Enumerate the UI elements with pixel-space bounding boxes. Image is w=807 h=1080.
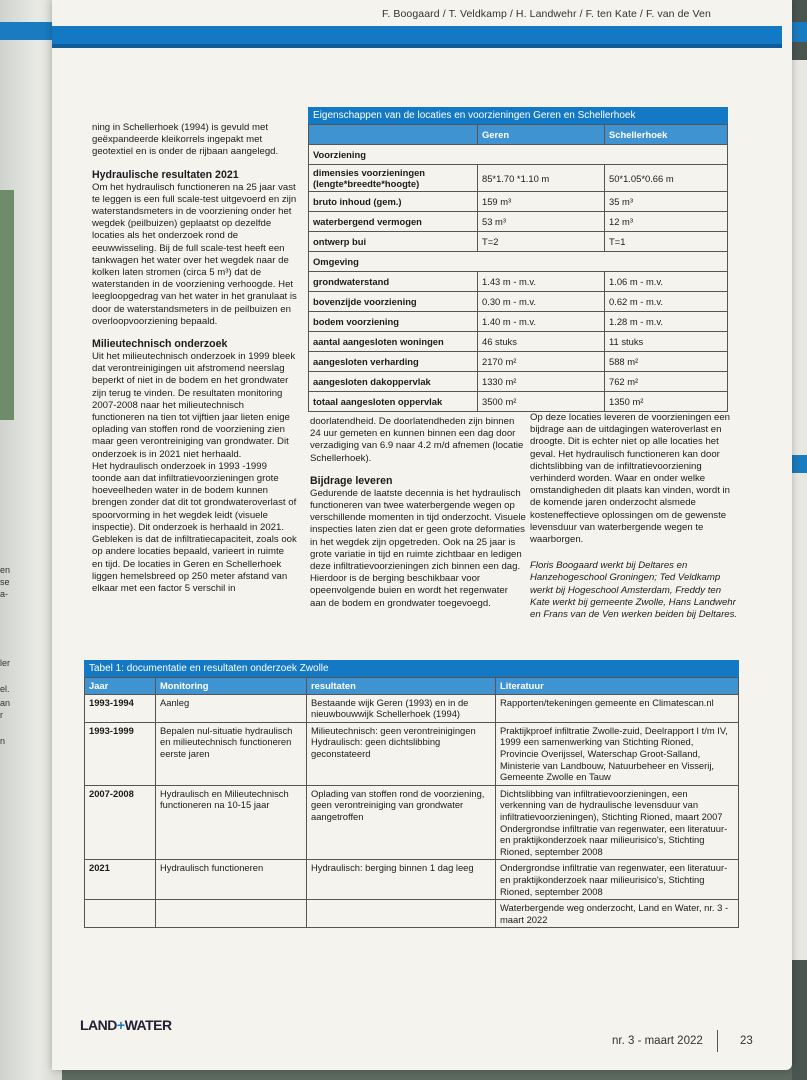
cell-schellerhoek: 588 m² (605, 352, 728, 372)
properties-table (308, 107, 728, 412)
table-row (309, 372, 728, 392)
row-label: ontwerp bui (309, 232, 478, 252)
paragraph-hydraulisch: Om het hydraulisch functioneren na 25 jaar vast te leggen is een full scale-test uitgevoerd en zijn waterstandsmeters in de voorziening onder het wegdek (peilbuizen) geplaatst op dezelfde locaties als het onderzoek rond de eeuwwisseling. Bij de full scale-test heeft een tankwagen het water over het wegdek naar de kolken laten stromen (circa 5 m³) dat de waterstanden in de voorziening verhoogde. Het leegloopgedrag van het water in het granulaat is door de waterstandsmeters in de peilbuizen en overloopvoorziening bepaald. (92, 181, 297, 327)
previous-page-fragment: an (0, 698, 11, 708)
heading-milieutechnisch: Milieutechnisch onderzoek (92, 338, 228, 351)
cell-resultaten: Milieutechnisch: geen verontreinigingen Hydraulisch: geen dichtslibbing geconstateerd (307, 722, 496, 785)
cell-schellerhoek: 0.62 m - m.v. (605, 292, 728, 312)
column-header-geren: Geren (478, 125, 605, 145)
table-row (309, 392, 728, 412)
table-row (309, 352, 728, 372)
previous-page-fragment: se (0, 577, 10, 587)
cell-geren: 53 m³ (478, 212, 605, 232)
table-row (85, 900, 739, 928)
table-row (309, 312, 728, 332)
column-2 (310, 416, 526, 610)
previous-page-fragment: el. (0, 684, 10, 694)
table-row (309, 232, 728, 252)
row-label: aangesloten dakoppervlak (309, 372, 478, 392)
column-header-monitoring: Monitoring (156, 678, 307, 695)
cell-schellerhoek: 1350 m² (605, 392, 728, 412)
paragraph-bijdrage: Gedurende de laatste decennia is het hydraulisch functioneren van twee waterbergende wegen op verschillende momenten in tijd onderzocht. Visuele inspecties laten zien dat er geen grote deformaties in het wegdek zijn opgetreden. Ook na 25 jaar is grote variatie in tijd en ruimte zichtbaar en ledigen deze infiltratievoorzieningen zich binnen een dag. Hierdoor is de berging beschikbaar voor opeenvolgende buien en wordt het regenwater aan de bodem en grondwater toegevoegd. (310, 487, 526, 609)
table-row (85, 722, 739, 785)
cell-geren: 159 m³ (478, 192, 605, 212)
cell-resultaten (307, 900, 496, 928)
row-label: bodem voorziening (309, 312, 478, 332)
previous-page-fragment: n (0, 736, 6, 746)
cell-geren: 85*1.70 *1.10 m (478, 165, 605, 192)
cell-literatuur: Dichtslibbing van infiltratievoorzieningen, een verkenning van de hydraulische levensduur van infiltratievoorzieningen), Stichting Rioned, maart 2007 Ondergrondse infiltratie van regenwater, een literatuur- en praktijkonderzoek naar milieurisico's, Stichting Rioned, september 2008 (496, 785, 739, 860)
table-row (85, 785, 739, 860)
cell-schellerhoek: T=1 (605, 232, 728, 252)
cell-schellerhoek: 762 m² (605, 372, 728, 392)
paragraph-doorlatendheid: doorlatendheid. De doorlatendheden zijn binnen 24 uur gemeten en kunnen binnen een dag door verzadiging van 6.9 naar 4.2 m/d afnemen (locatie Schellerhoek). (310, 416, 524, 464)
intro-paragraph: ning in Schellerhoek (1994) is gevuld met geëxpandeerde kleikorrels ingepakt met geotextiel en is onder de rijbaan aangelegd. (92, 122, 279, 158)
table-row (309, 332, 728, 352)
cell-geren: 46 stuks (478, 332, 605, 352)
documentation-table (84, 660, 739, 928)
table-row (85, 860, 739, 900)
cell-monitoring: Hydraulisch en Milieutechnisch functioneren na 10-15 jaar (156, 785, 307, 860)
section-omgeving: Omgeving (309, 252, 728, 272)
row-label: aangesloten verharding (309, 352, 478, 372)
cell-geren: 1.43 m - m.v. (478, 272, 605, 292)
previous-page-fragment: a- (0, 589, 9, 599)
table-row (309, 272, 728, 292)
row-label: dimensies voorzieningen (lengte*breedte*hoogte) (309, 165, 478, 192)
cell-literatuur: Praktijkproef infiltratie Zwolle-zuid, Deelrapport I t/m IV, 1999 een samenwerking van Stichting Rioned, Provincie Overijssel, Waterschap Groot-Salland, Ministerie van Landbouw, Natuurbeheer en Visserij, Gemeente Zwolle en Tauw (496, 722, 739, 785)
table-row (85, 694, 739, 722)
cell-jaar: 1993-1999 (85, 722, 156, 785)
row-label: bovenzijde voorziening (309, 292, 478, 312)
cell-jaar: 1993-1994 (85, 694, 156, 722)
cell-literatuur: Ondergrondse infiltratie van regenwater, een literatuur- en praktijkonderzoek naar milieurisico's, Stichting Rioned, september 2008 (496, 860, 739, 900)
column-header-jaar: Jaar (85, 678, 156, 695)
column-1 (92, 122, 297, 595)
column-header-schellerhoek: Schellerhoek (605, 125, 728, 145)
cell-schellerhoek: 12 m³ (605, 212, 728, 232)
cell-schellerhoek: 1.28 m - m.v. (605, 312, 728, 332)
heading-bijdrage-leveren: Bijdrage leveren (310, 474, 393, 487)
row-label: grondwaterstand (309, 272, 478, 292)
documentation-table-title: Tabel 1: documentatie en resultaten onderzoek Zwolle (84, 660, 739, 677)
previous-page-fragment: en (0, 565, 11, 575)
logo-arrow-icon: + (116, 1017, 125, 1033)
cell-geren: 2170 m² (478, 352, 605, 372)
heading-hydraulische-resultaten: Hydraulische resultaten 2021 (92, 168, 239, 181)
paragraph-locaties: Op deze locaties leveren de voorzieningen een bijdrage aan de uitdagingen wateroverlast en droogte. Dit is echter niet op alle locaties het geval. Het hydraulisch functioneren kan door dichtslibbing van de infiltratievoorziening verhinderd worden. Waar en onder welke omstandigheden dit plaats kan vinden, wordt in de komende jaren onderzocht alsmede kosteneffectieve oplossingen om de gewenste levensduur van waterbergende wegen te waarborgen. (530, 412, 731, 546)
paragraph-hydraulisch-onderzoek: Het hydraulisch onderzoek in 1993 -1999 toonde aan dat infiltratievoorzieningen grote hoeveelheden water in de bodem kunnen brengen zonder dat dit tot grondwateroverlast of spoorvorming in het wegdek leidt (visuele inspectie). Dit onderzoek is herhaald in 2021. Gebleken is dat de infiltratiecapaciteit, zoals ook op andere locaties bepaald, varieert in ruimte en tijd. De locaties in Geren en Schellerhoek liggen hemelsbreed op 250 meter afstand van elkaar met een factor 5 verschil in (92, 460, 297, 594)
footer-divider (717, 1030, 718, 1052)
cell-literatuur: Rapporten/tekeningen gemeente en Climatescan.nl (496, 694, 739, 722)
cell-geren: 1.40 m - m.v. (478, 312, 605, 332)
section-voorziening: Voorziening (309, 145, 728, 165)
table-row (309, 212, 728, 232)
cell-jaar (85, 900, 156, 928)
cell-resultaten: Hydraulisch: berging binnen 1 dag leeg (307, 860, 496, 900)
cell-monitoring (156, 900, 307, 928)
header-blue-bar-shadow (52, 44, 782, 48)
cell-schellerhoek: 35 m³ (605, 192, 728, 212)
table-row (309, 292, 728, 312)
row-label: totaal aangesloten oppervlak (309, 392, 478, 412)
column-header-resultaten: resultaten (307, 678, 496, 695)
cell-resultaten: Oplading van stoffen rond de voorziening, geen verontreiniging van grondwater aangetroffen (307, 785, 496, 860)
cell-literatuur: Waterbergende weg onderzocht, Land en Water, nr. 3 - maart 2022 (496, 900, 739, 928)
cell-schellerhoek: 50*1.05*0.66 m (605, 165, 728, 192)
properties-table-title: Eigenschappen van de locaties en voorzieningen Geren en Schellerhoek (308, 107, 728, 124)
cell-geren: T=2 (478, 232, 605, 252)
cell-geren: 3500 m² (478, 392, 605, 412)
cell-monitoring: Hydraulisch functioneren (156, 860, 307, 900)
cell-geren: 1330 m² (478, 372, 605, 392)
page-number: 23 (740, 1035, 753, 1047)
cell-monitoring: Aanleg (156, 694, 307, 722)
cell-schellerhoek: 11 stuks (605, 332, 728, 352)
cell-jaar: 2007-2008 (85, 785, 156, 860)
table-row (309, 192, 728, 212)
cell-resultaten: Bestaande wijk Geren (1993) en in de nieuwbouwwijk Schellerhoek (1994) (307, 694, 496, 722)
cell-geren: 0.30 m - m.v. (478, 292, 605, 312)
properties-table-header (309, 125, 728, 145)
author-bio: Floris Boogaard werkt bij Deltares en Hanzehogeschool Groningen; Ted Veldkamp werkt bij Hogeschool Amsterdam, Freddy ten Kate werkt bij gemeente Zwolle, Hans Landwehr en Frans van de Ven werken beiden bij Deltares. (530, 560, 738, 621)
row-label: waterbergend vermogen (309, 212, 478, 232)
previous-page-fragment: r (0, 710, 3, 720)
documentation-table-header (85, 678, 739, 695)
cell-monitoring: Bepalen nul-situatie hydraulisch en milieutechnisch functioneren eerste jaren (156, 722, 307, 785)
issue-label: nr. 3 - maart 2022 (612, 1035, 703, 1047)
previous-page-fragment: ler (0, 658, 11, 668)
magazine-page (52, 0, 792, 1070)
land-water-logo: LAND+WATER (80, 1017, 172, 1033)
column-3 (530, 412, 740, 621)
previous-page-photo (0, 190, 14, 420)
paragraph-milieutechnisch: Uit het milieutechnisch onderzoek in 1999 bleek dat verontreinigingen uit afstromend neerslag beperkt of niet in de bodem en het grondwater zijn terug te vinden. De resultaten monitoring 2007-2008 naar het milieutechnisch functioneren na tien tot vijftien jaar lieten enige oplading van stoffen rond de voorziening zien maar geen verontreiniging van grondwater. Dit onderzoek is in 2021 niet herhaald. (92, 351, 296, 460)
cell-jaar: 2021 (85, 860, 156, 900)
row-label: bruto inhoud (gem.) (309, 192, 478, 212)
header-blue-bar (52, 26, 782, 44)
cell-schellerhoek: 1.06 m - m.v. (605, 272, 728, 292)
table-row (309, 165, 728, 192)
column-header-literatuur: Literatuur (496, 678, 739, 695)
row-label: aantal aangesloten woningen (309, 332, 478, 352)
author-header: F. Boogaard / T. Veldkamp / H. Landwehr / F. ten Kate / F. van de Ven (382, 8, 711, 20)
background-edge (792, 0, 807, 1080)
